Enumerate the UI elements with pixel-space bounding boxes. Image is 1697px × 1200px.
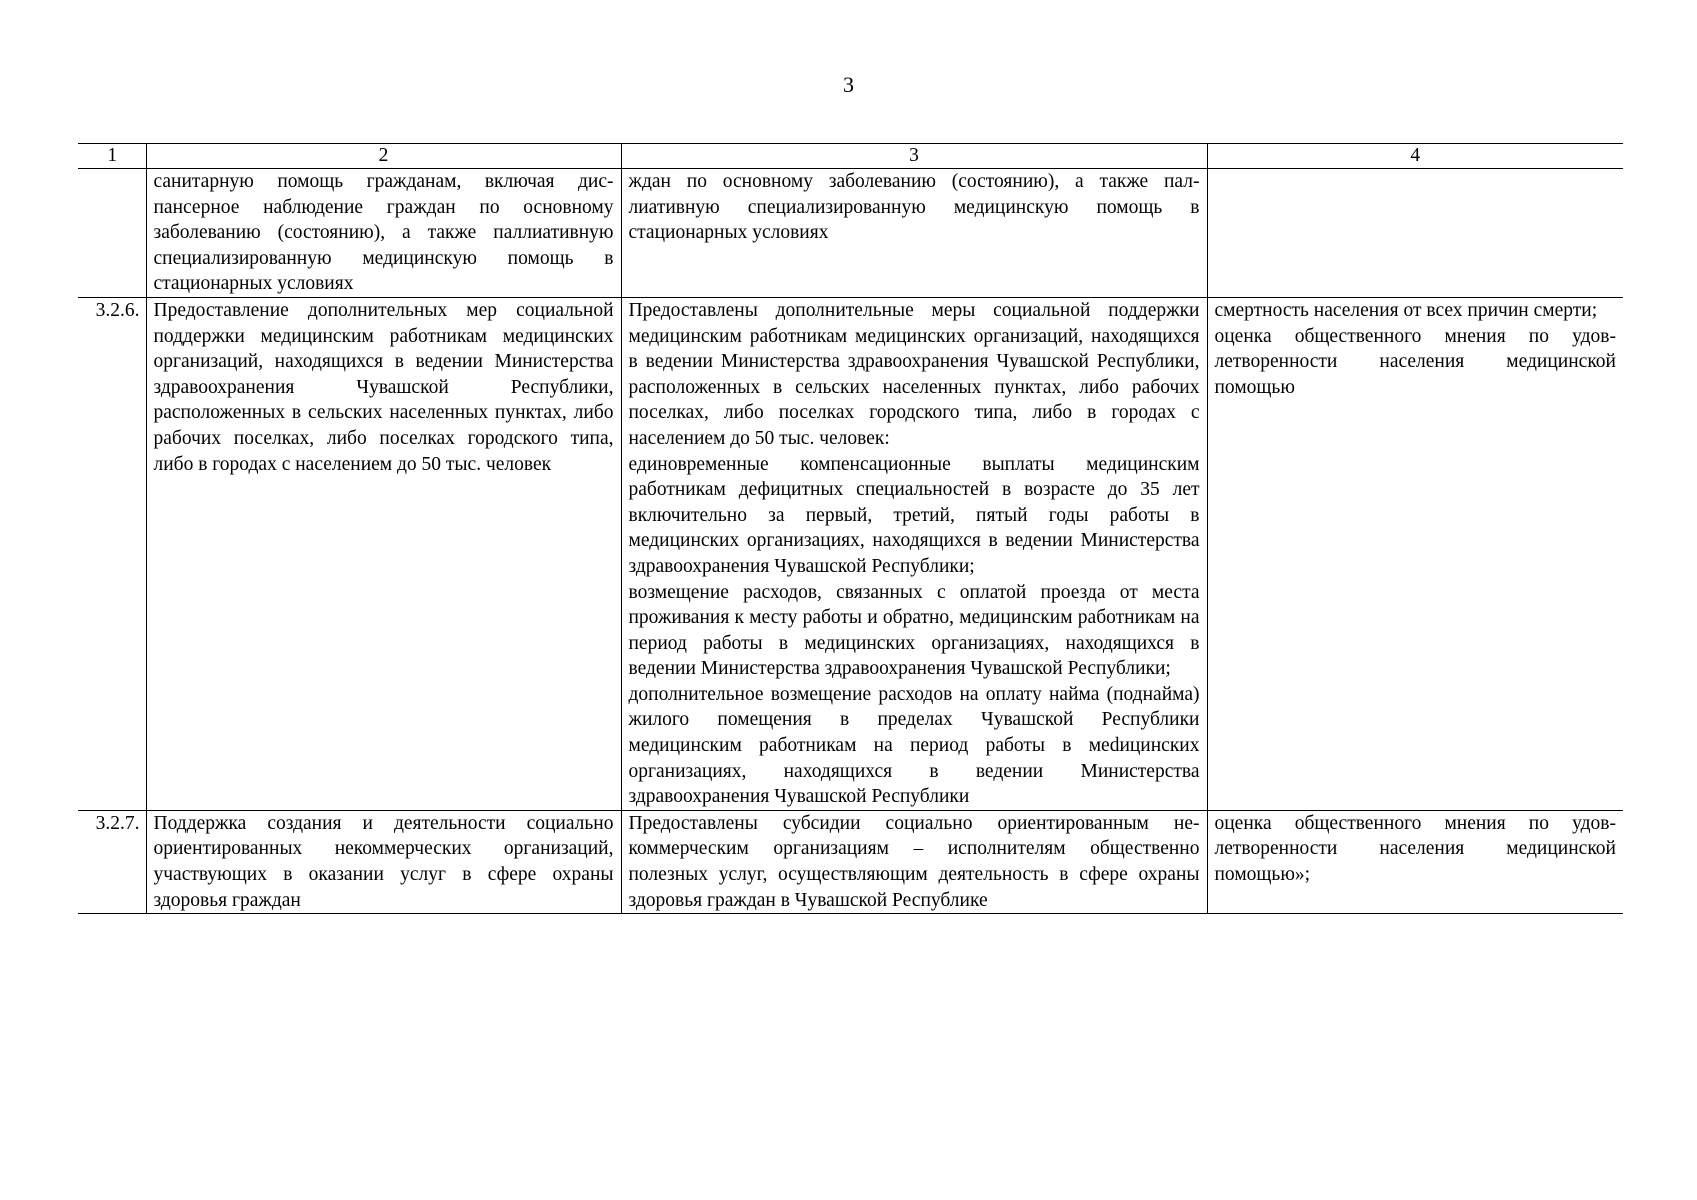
cell-paragraph: ждан по основному заболеванию (состоянию), а также паллиативную специализированную медицинскую помощь в стационарных условиях: [628, 171, 1200, 244]
cell-paragraph: санитарную помощь гражданам, включая диспансерное наблюдение граждан по основному заболеванию (состоянию), а также паллиативную специализированную медицинскую помощь в стационарных условиях: [153, 171, 614, 295]
result-cell: [621, 169, 1207, 298]
row-number-cell: 3.2.6.: [78, 297, 146, 810]
table-header-row: [78, 144, 1623, 169]
indicator-cell: [1207, 169, 1623, 298]
result-cell: [621, 297, 1207, 810]
indicator-cell: [1207, 297, 1623, 810]
table-row: [78, 169, 1623, 298]
header-col-1: 1: [78, 144, 146, 169]
cell-paragraph: смертность населения от всех причин смерти;: [1214, 299, 1598, 321]
cell-paragraph: оценка общественного мнения по удовлетворенности населения медицинской помощью»;: [1214, 812, 1616, 886]
cell-paragraph: дополнительное возмещение расходов на оплату найма (поднайма) жилого помещения в пределах Чувашской Республики медицинским работникам на период работы в меdицинских организациях, находящихся в ведении Министерства здравоохранения Чувашской Республики: [628, 683, 1200, 808]
header-col-4: 4: [1207, 144, 1623, 169]
table-row: [78, 810, 1623, 913]
cell-paragraph: Поддержка создания и деятельности социально ориентированных некоммерческих организаций, участвующих в оказании услуг в сфере охраны здоровья граждан: [153, 812, 614, 911]
cell-paragraph: Предоставление дополнительных мер социальной поддержки медицинским работникам медицинских организаций, находящихся в ведении Министерства здравоохранения Чувашской Республики, расположенных в сельских населенных пунктах, либо рабочих поселках, либо поселках городского типа, либо в городах с населением до 50 тыс. человек: [153, 299, 614, 475]
page-number: 3: [843, 72, 854, 97]
header-col-2: 2: [146, 144, 621, 169]
cell-paragraph: возмещение расходов, связанных с оплатой проезда от места проживания к месту работы и обратно, медицинским работникам на период работы в медицинских организациях, находящихся в ведении Министерства здравоохранения Чувашской Республики;: [628, 581, 1200, 680]
measure-name-cell: [146, 169, 621, 298]
cell-paragraph: единовременные компенсационные выплаты медицинским работникам дефицитных специальностей в возрасте до 35 лет включительно за первый, третий, пятый годы работы в медицинских организациях, находящихся в ведении Министерства здравоохранения Чувашской Республики;: [628, 453, 1200, 577]
table-row: [78, 297, 1623, 810]
measure-name-cell: [146, 810, 621, 913]
measure-name-cell: [146, 297, 621, 810]
indicator-cell: [1207, 810, 1623, 913]
measures-table: [78, 143, 1623, 914]
cell-paragraph: оценка общественного мнения по удовлетворенности населения медицинской помощью: [1214, 325, 1616, 398]
row-number-cell: 3.2.7.: [78, 810, 146, 913]
row-number-cell: [78, 169, 146, 298]
header-col-3: 3: [621, 144, 1207, 169]
cell-paragraph: Предоставлены дополнительные меры социальной поддержки медицинским работникам медицинских организаций, находящихся в ведении Министерства здравоохранения Чувашской Республики, расположенных в сельских населенных пунктах, либо рабочих поселках, либо поселках городского типа, либо в городах с населением до 50 тыс. человек:: [628, 299, 1200, 449]
table-body: [78, 169, 1623, 914]
result-cell: [621, 810, 1207, 913]
cell-paragraph: Предоставлены субсидии социально ориентированным некоммерческим организациям – исполнителям общественно полезных услуг, осуществляющим деятельность в сфере охраны здоровья граждан в Чувашской Республике: [628, 812, 1200, 911]
